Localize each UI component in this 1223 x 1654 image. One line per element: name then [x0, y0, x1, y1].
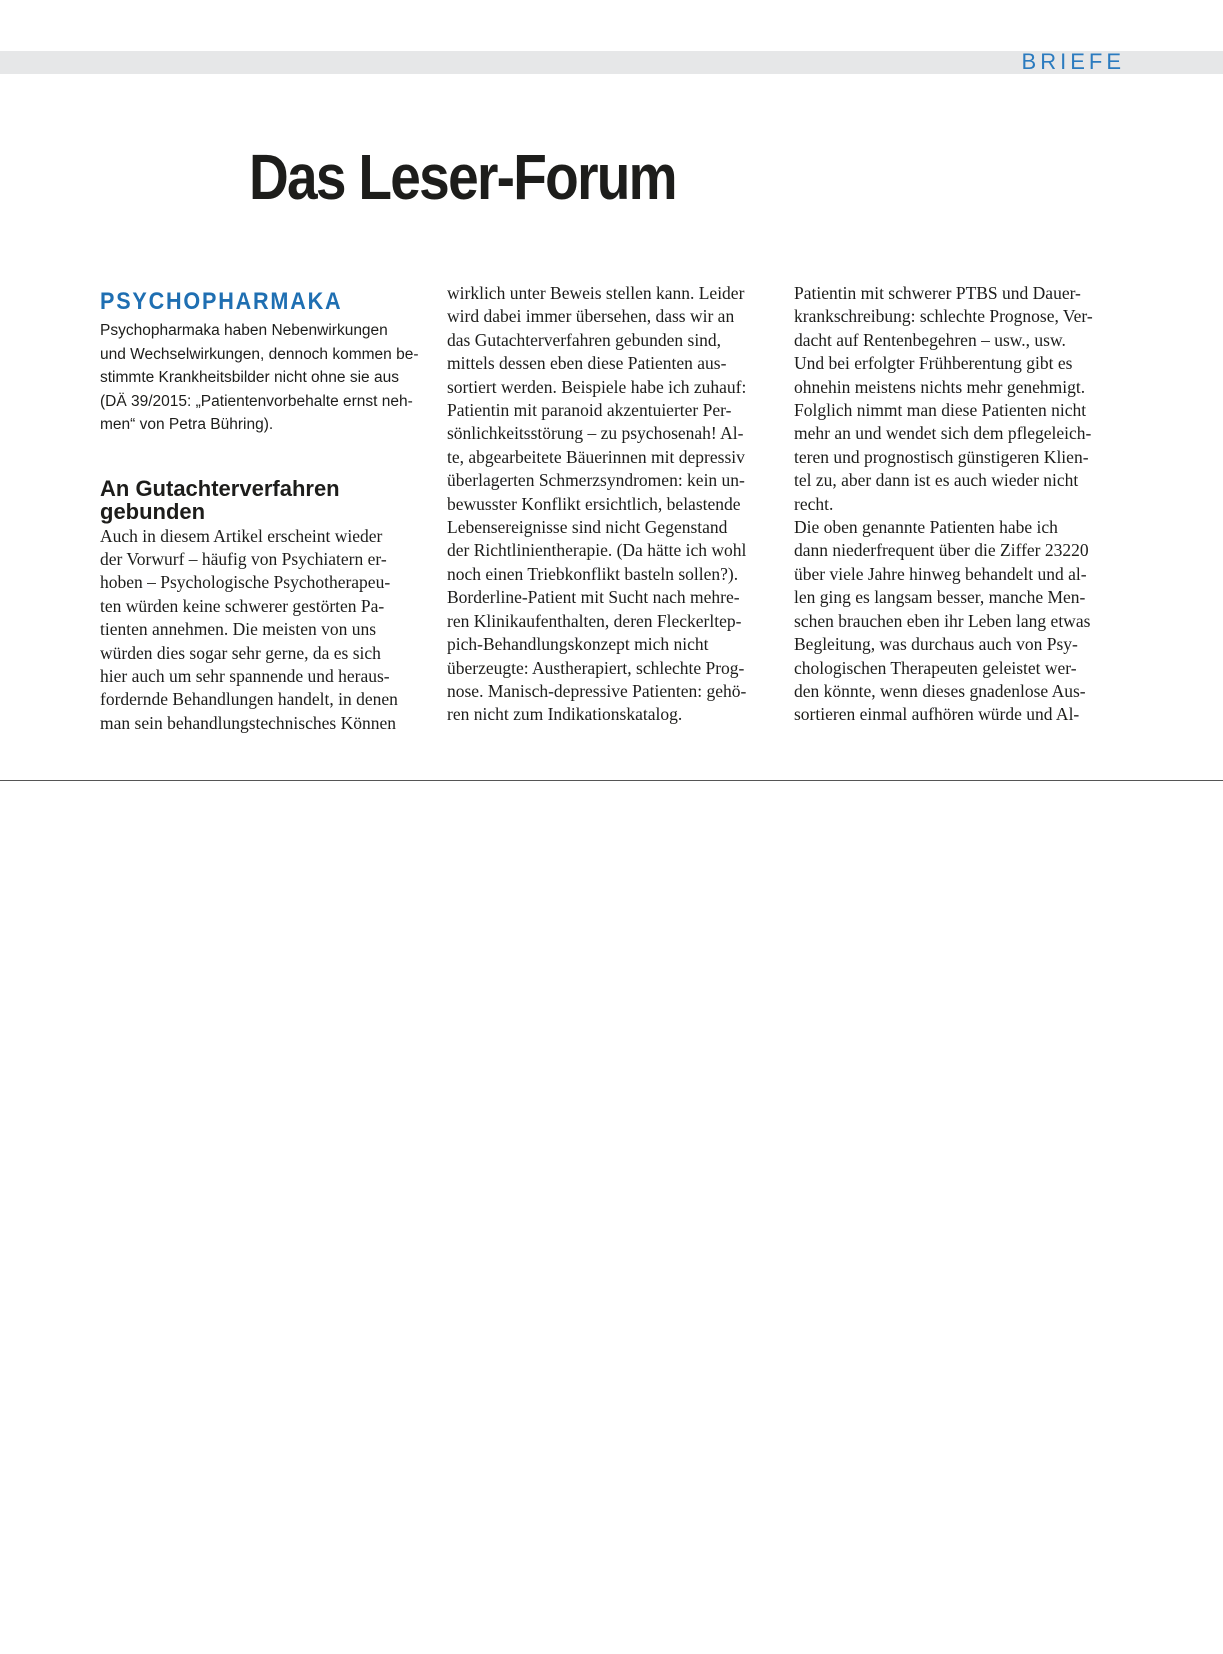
body-line: das Gutachterverfahren gebunden sind, — [447, 329, 722, 350]
lead-line: (DÄ 39/2015: „Patientenvorbehalte ernst neh- — [100, 392, 413, 410]
body-line: pich-Behandlungskonzept mich nicht — [447, 634, 709, 655]
body-line: ten würden keine schwerer gestörten Pa- — [100, 595, 385, 616]
section-label: BRIEFE — [1021, 49, 1125, 74]
body-line: Patientin mit schwerer PTBS und Dauer- — [794, 283, 1081, 303]
column-3 — [794, 283, 1124, 727]
body-line: krankschreibung: schlechte Prognose, Ver- — [794, 306, 1093, 327]
body-line: sortiert werden. Beispiele habe ich zuhauf: — [447, 376, 747, 397]
body-line: ren nicht zum Indikationskatalog. — [447, 704, 683, 725]
lead-line: und Wechselwirkungen, dennoch kommen be- — [100, 345, 419, 363]
body-line: mittels dessen eben diese Patienten aus- — [447, 353, 727, 374]
body-line: tienten annehmen. Die meisten von uns — [100, 619, 377, 640]
body-line: mehr an und wendet sich dem pflegeleich- — [794, 423, 1092, 444]
body-line: sönlichkeitsstörung – zu psychosenah! Al- — [447, 423, 744, 444]
body-line: bewusster Konflikt ersichtlich, belastende — [447, 493, 741, 514]
body-line: Begleitung, was durchaus auch von Psy- — [794, 634, 1078, 655]
body-line: Auch in diesem Artikel erscheint wieder — [100, 525, 383, 546]
body-line: sortieren einmal aufhören würde und Al- — [794, 704, 1080, 725]
body-line: teren und prognostisch günstigeren Klien- — [794, 446, 1089, 467]
body-line: schen brauchen eben ihr Leben lang etwas — [794, 610, 1091, 631]
body-line: dann niederfrequent über die Ziffer 23220 — [794, 540, 1089, 561]
letter-title-line: An Gutachterverfahren — [100, 475, 340, 501]
letter-body-column-2 — [447, 282, 777, 727]
body-line: man sein behandlungstechnisches Können — [100, 712, 396, 733]
body-line: wirklich unter Beweis stellen kann. Leider — [447, 283, 745, 303]
body-line: Und bei erfolgter Frühberentung gibt es — [794, 353, 1073, 374]
body-line: Patientin mit paranoid akzentuierter Per- — [447, 400, 732, 421]
body-line: Lebensereignisse sind nicht Gegenstand — [447, 517, 728, 538]
lead-line: Psychopharmaka haben Nebenwirkungen — [100, 322, 388, 339]
body-line: ohnehin meistens nichts mehr genehmigt. — [794, 376, 1086, 397]
letter-title-line: gebunden — [100, 498, 206, 524]
body-line: über viele Jahre hinweg behandelt und al- — [794, 563, 1087, 584]
body-line: fordernde Behandlungen handelt, in denen — [100, 689, 398, 710]
bottom-rule — [0, 780, 1223, 781]
body-line: hier auch um sehr spannende und heraus- — [100, 665, 390, 686]
body-line: ren Klinikaufenthalten, deren Fleckerltep- — [447, 610, 742, 631]
lead-line: men“ von Petra Bühring). — [100, 416, 274, 433]
topic-heading: PSYCHOPHARMAKA — [100, 288, 343, 315]
body-line: nose. Manisch-depressive Patienten: gehö- — [447, 680, 747, 701]
body-line: den könnte, wenn dieses gnadenlose Aus- — [794, 680, 1086, 701]
body-line: tel zu, aber dann ist es auch wieder nicht — [794, 470, 1079, 491]
letter-body-column-3 — [794, 282, 1124, 727]
body-line: te, abgearbeitete Bäuerinnen mit depressiv — [447, 446, 745, 467]
body-line: Borderline-Patient mit Sucht nach mehre- — [447, 587, 740, 608]
body-line: würden dies sogar sehr gerne, da es sich — [100, 642, 381, 663]
letter-title — [100, 477, 430, 523]
body-line: Folglich nimmt man diese Patienten nicht — [794, 400, 1087, 421]
body-line: überzeugte: Austherapiert, schlechte Prog- — [447, 657, 745, 678]
column-2 — [447, 283, 777, 727]
column-1 — [100, 287, 430, 735]
body-line: dacht auf Rentenbegehren – usw., usw. — [794, 329, 1066, 350]
body-line: Die oben genannte Patienten habe ich — [794, 517, 1058, 538]
body-line: noch einen Triebkonflikt basteln sollen?). — [447, 563, 739, 584]
letter-body-column-1 — [100, 525, 430, 736]
body-line: len ging es langsam besser, manche Men- — [794, 587, 1086, 608]
body-line: recht. — [794, 493, 834, 514]
topic-lead — [100, 319, 440, 437]
body-line: wird dabei immer übersehen, dass wir an — [447, 306, 735, 327]
body-line: der Richtlinientherapie. (Da hätte ich wohl — [447, 540, 747, 561]
body-line: der Vorwurf – häufig von Psychiatern er- — [100, 548, 387, 569]
page-title: Das Leser-Forum — [249, 141, 676, 213]
body-line: hoben – Psychologische Psychotherapeu- — [100, 572, 391, 593]
body-line: überlagerten Schmerzsyndromen: kein un- — [447, 470, 745, 491]
lead-line: stimmte Krankheitsbilder nicht ohne sie aus — [100, 369, 399, 386]
body-line: chologischen Therapeuten geleistet wer- — [794, 657, 1077, 678]
